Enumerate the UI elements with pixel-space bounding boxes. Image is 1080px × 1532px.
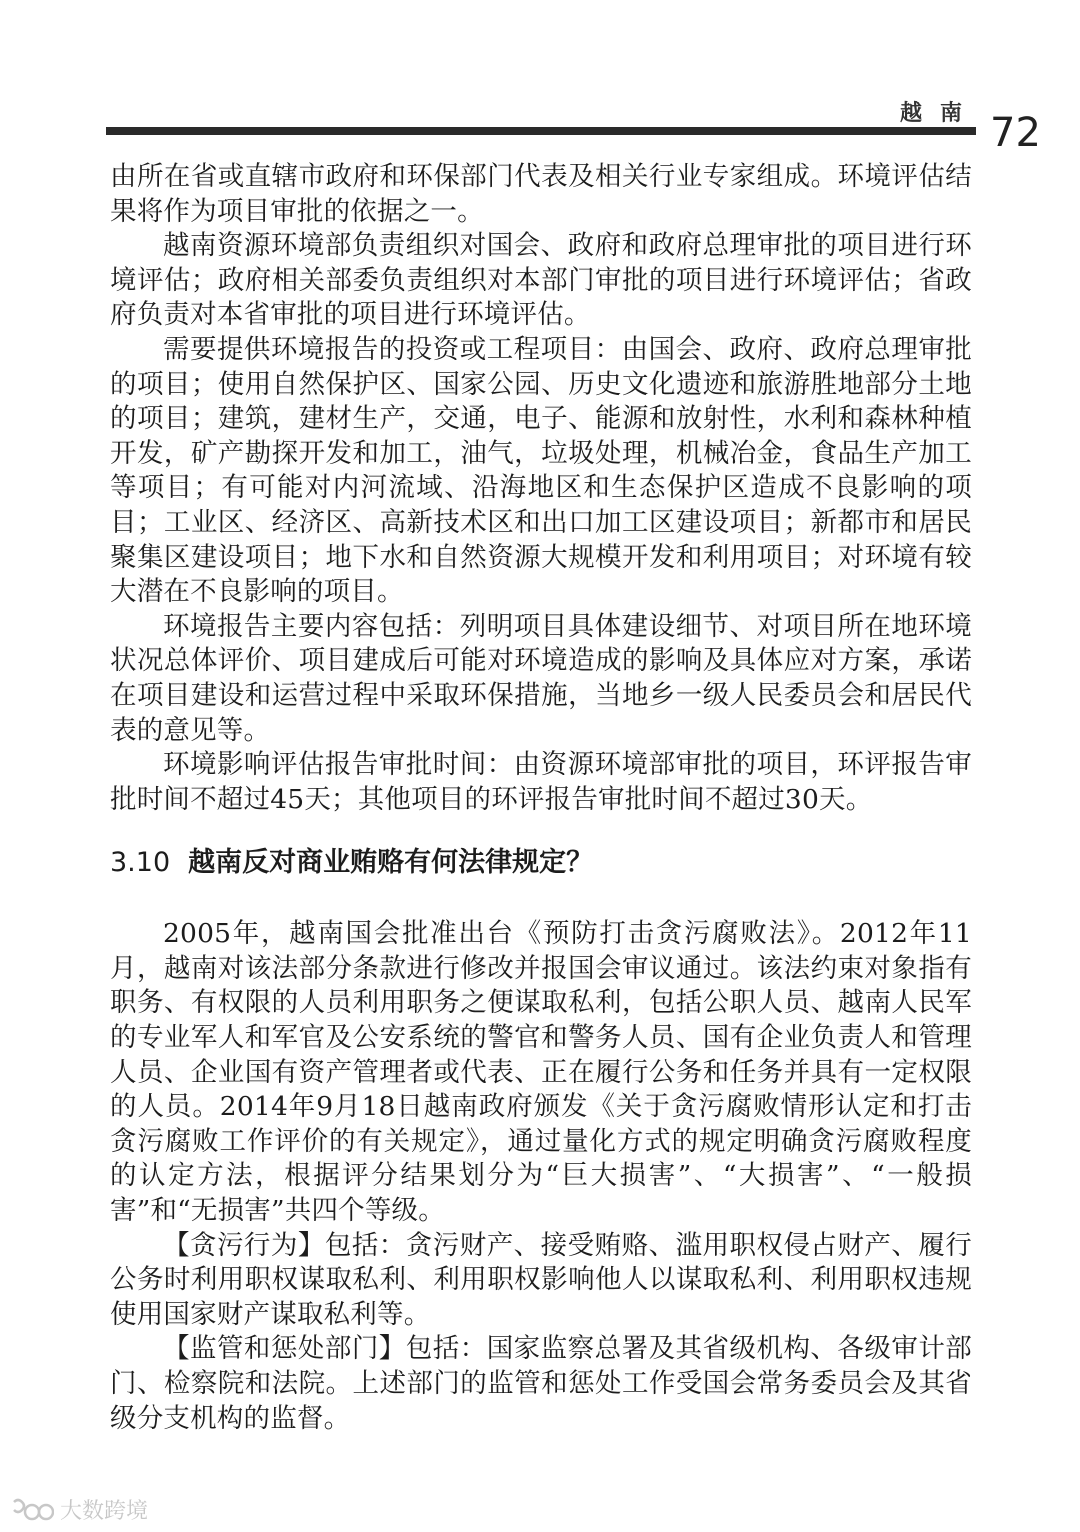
paragraph: 【监管和惩处部门】包括：国家监察总署及其省级机构、各级审计部门、检察院和法院。上述部门的监管和惩处工作受国会常务委员会及其省级分支机构的监督。 bbox=[110, 1333, 972, 1434]
paragraph: 2005年，越南国会批准出台《预防打击贪污腐败法》。2012年11月，越南对该法部分条款进行修改并报国会审议通过。该法约束对象指有职务、有权限的人员利用职务之便谋取私利，包括公职人员、越南人民军的专业军人和军官及公安系统的警官和警务人员、国有企业负责人和管理人员、企业国有资产管理者或代表、正在履行公务和任务并具有一定权限的人员。2014年9月18日越南政府颁发《关于贪污腐败情形认定和打击贪污腐败工作评价的有关规定》，通过量化方式的规定明确贪污腐败程度的认定方法，根据评分结果划分为“巨大损害”、“大损害”、“一般损害”和“无损害”共四个等级。 bbox=[110, 918, 972, 1227]
paragraph: 环境报告主要内容包括：列明项目具体建设细节、对项目所在地环境状况总体评价、项目建成后可能对环境造成的影响及具体应对方案，承诺在项目建设和运营过程中采取环保措施，当地乡一级人民委员会和居民代表的意见等。 bbox=[110, 610, 972, 746]
body-text bbox=[110, 160, 972, 1436]
running-title: 越南 bbox=[900, 101, 981, 126]
section-number: 3.10 bbox=[110, 847, 171, 879]
paragraph: 越南资源环境部负责组织对国会、政府和政府总理审批的项目进行环境评估；政府相关部委负责组织对本部门审批的项目进行环境评估；省政府负责对本省审批的项目进行环境评估。 bbox=[110, 230, 972, 331]
watermark-text: 大数跨境 bbox=[60, 1499, 149, 1524]
section-heading bbox=[110, 843, 972, 883]
paragraph: 需要提供环境报告的投资或工程项目：由国会、政府、政府总理审批的项目；使用自然保护区、国家公园、历史文化遗迹和旅游胜地部分土地的项目；建筑，建材生产，交通，电子、能源和放射性，水利和森林种植开发，矿产勘探开发和加工，油气，垃圾处理，机械冶金，食品生产加工等项目；有可能对内河流域、沿海地区和生态保护区造成不良影响的项目；工业区、经济区、高新技术区和出口加工区建设项目；新都市和居民聚集区建设项目；地下水和自然资源大规模开发和利用项目；对环境有较大潜在不良影响的项目。 bbox=[110, 333, 972, 608]
watermark bbox=[10, 1494, 148, 1525]
watermark-logo-icon bbox=[10, 1496, 54, 1524]
paragraph: 环境影响评估报告审批时间：由资源环境部审批的项目，环评报告审批时间不超过45天；其他项目的环评报告审批时间不超过30天。 bbox=[110, 749, 972, 815]
section-title: 越南反对商业贿赂有何法律规定？ bbox=[188, 847, 594, 879]
paragraph: 【贪污行为】包括：贪污财产、接受贿赂、滥用职权侵占财产、履行公务时利用职权谋取私利、利用职权影响他人以谋取私利、利用职权违规使用国家财产谋取私利等。 bbox=[110, 1229, 972, 1330]
header-rule bbox=[106, 127, 976, 135]
paragraph: 由所在省或直辖市政府和环保部门代表及相关行业专家组成。环境评估结果将作为项目审批的依据之一。 bbox=[110, 161, 972, 227]
page-number: 72 bbox=[990, 110, 1041, 156]
